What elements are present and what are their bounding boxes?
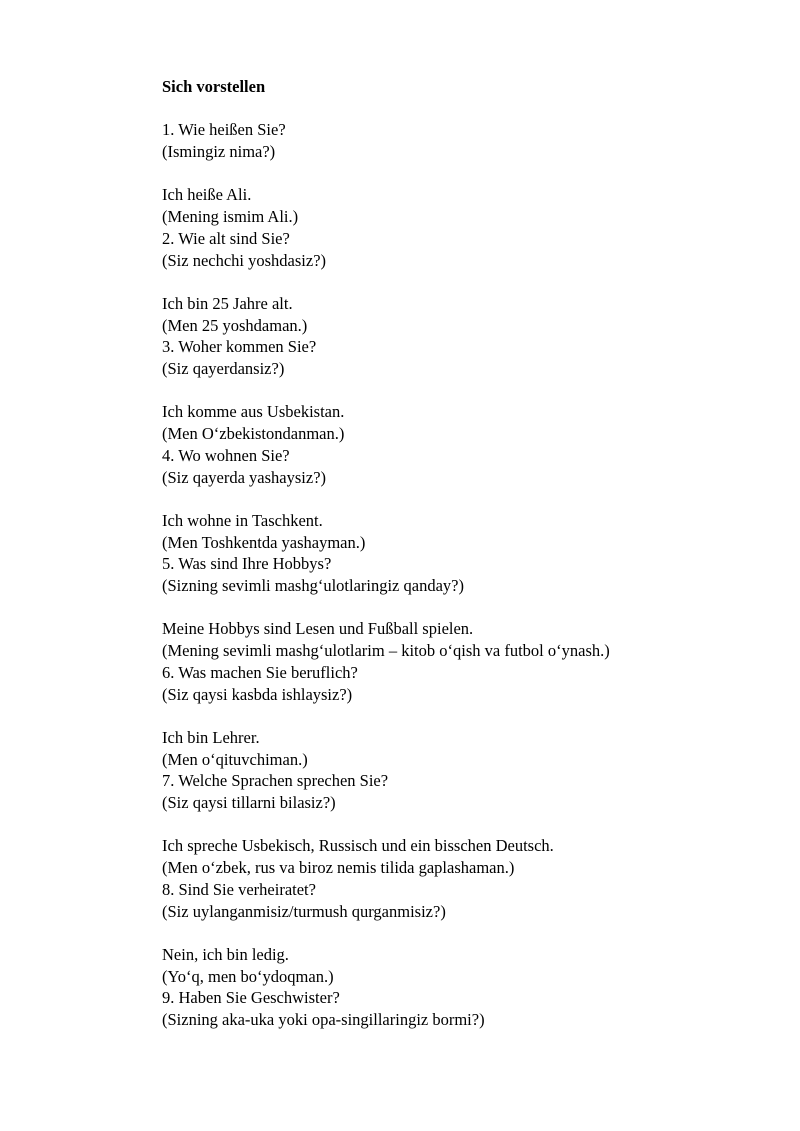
- text-line: Nein, ich bin ledig.: [162, 944, 289, 964]
- text-line: Ich komme aus Usbekistan.: [162, 402, 345, 422]
- text-line: (Men o‘qituvchiman.): [162, 749, 308, 769]
- text-line: (Men 25 yoshdaman.): [162, 315, 308, 335]
- text-line: (Siz nechchi yoshdasiz?): [162, 250, 327, 270]
- text-line: (Sizning sevimli mashg‘ulotlaringiz qanday?): [162, 576, 464, 596]
- text-line: (Siz qayerda yashaysiz?): [162, 467, 327, 487]
- text-block-5: [162, 510, 782, 597]
- text-line: Ich spreche Usbekisch, Russisch und ein bisschen Deutsch.: [162, 836, 554, 856]
- text-line: (Siz qaysi kasbda ishlaysiz?): [162, 684, 353, 704]
- text-block-6: [162, 618, 782, 705]
- text-line: (Siz qayerdansiz?): [162, 359, 285, 379]
- text-line: (Sizning aka-uka yoki opa-singillaringiz bormi?): [162, 1010, 485, 1030]
- text-line: (Mening sevimli mashg‘ulotlarim – kitob o‘qish va futbol o‘ynash.): [162, 641, 610, 661]
- text-line: 9. Haben Sie Geschwister?: [162, 988, 340, 1008]
- text-block-4: [162, 401, 782, 488]
- text-line: (Yo‘q, men bo‘ydoqman.): [162, 966, 334, 986]
- text-line: 7. Welche Sprachen sprechen Sie?: [162, 771, 389, 791]
- text-block-2: [162, 184, 782, 271]
- text-line: (Siz uylanganmisiz/turmush qurganmisiz?): [162, 901, 446, 921]
- document-title: Sich vorstellen: [162, 77, 266, 96]
- text-line: 3. Woher kommen Sie?: [162, 337, 317, 357]
- text-block-1: [162, 119, 782, 162]
- text-line: Ich heiße Ali.: [162, 185, 252, 205]
- text-line: Ich wohne in Taschkent.: [162, 510, 323, 530]
- document-page: [162, 76, 782, 1052]
- text-line: Ich bin Lehrer.: [162, 727, 260, 747]
- text-line: (Men Toshkentda yashayman.): [162, 532, 366, 552]
- text-line: 4. Wo wohnen Sie?: [162, 445, 290, 465]
- text-line: (Men O‘zbekistondanman.): [162, 424, 345, 444]
- text-line: 8. Sind Sie verheiratet?: [162, 879, 316, 899]
- text-line: Ich bin 25 Jahre alt.: [162, 293, 293, 313]
- text-block-7: [162, 727, 782, 814]
- text-block-9: [162, 944, 782, 1031]
- text-block-3: [162, 293, 782, 380]
- text-line: 2. Wie alt sind Sie?: [162, 228, 290, 248]
- text-line: (Siz qaysi tillarni bilasiz?): [162, 793, 336, 813]
- text-line: 1. Wie heißen Sie?: [162, 120, 286, 140]
- text-line: (Ismingiz nima?): [162, 142, 276, 162]
- text-line: 6. Was machen Sie beruflich?: [162, 662, 358, 682]
- text-line: Meine Hobbys sind Lesen und Fußball spielen.: [162, 619, 474, 639]
- text-line: (Mening ismim Ali.): [162, 207, 299, 227]
- text-block-8: [162, 835, 782, 922]
- text-line: (Men o‘zbek, rus va biroz nemis tilida gaplashaman.): [162, 858, 515, 878]
- text-line: 5. Was sind Ihre Hobbys?: [162, 554, 332, 574]
